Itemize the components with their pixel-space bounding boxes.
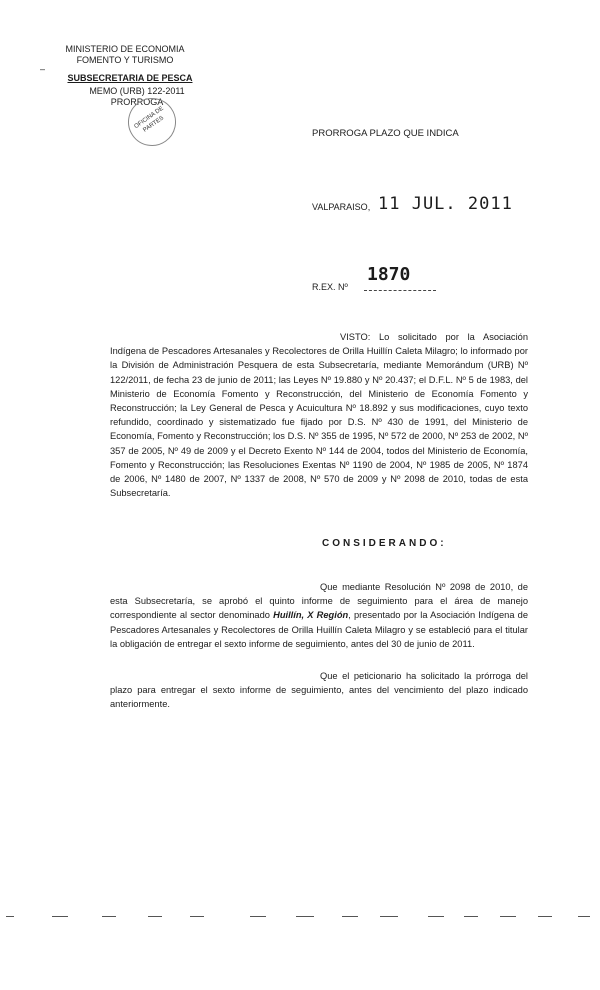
page-bottom-marks	[0, 912, 600, 922]
considerando-heading: CONSIDERANDO:	[322, 538, 447, 549]
considerando-paragraph-1	[110, 580, 528, 651]
place-label: VALPARAISO,	[312, 202, 371, 212]
considerando-paragraph-2: Que el peticionario ha solicitado la prórroga del plazo para entregar el sexto informe de seguimiento, antes del vencimiento del plazo indicado anteriormente.	[110, 671, 528, 710]
resolution-label: R.EX. Nº	[312, 282, 348, 292]
visto-paragraph: VISTO: Lo solicitado por la Asociación Indígena de Pescadores Artesanales y Recolectores de Orilla Huillín Caleta Milagro; lo informado por la División de Administración Pesquera de esta Subsecretaría, mediante Memorándum (URB) Nº 122/2011, de fecha 23 de junio de 2011; las Leyes Nº 19.880 y Nº 20.437; el D.F.L. Nº 5 de 1983, del Ministerio de Economía Fomento y Reconstrucción, del Ministerio de Economía Fomento y Reconstrucción; la Ley General de Pesca y Acuicultura Nº 18.892 y sus modificaciones, cuyo texto refundido, coordinado y sistematizado fue fijado por D.S. Nº 430 de 1991, del Ministerio de Economía, Fomento y Reconstrucción; los D.S. Nº 355 de 1995, Nº 572 de 2000, Nº 253 de 2002, Nº 357 de 2005, Nº 49 de 2009 y el Decreto Exento Nº 144 de 2004, todos del Ministerio de Economía, Fomento y Reconstrucción; las Resoluciones Exentas Nº 1190 de 2004, Nº 1985 de 2005, Nº 1874 de 2006, Nº 1480 de 2007, Nº 1337 de 2008, Nº 570 de 2009 y Nº 2098 de 2010, todas de esta Subsecretaría.	[110, 332, 528, 499]
considerando-1-text-b: , presentado por la Asociación Indígena de Pescadores Artesanales y Recolectores de Orilla Huillín Caleta Milagro y se estableció para el titular la obligación de entregar el sexto informe de seguimiento, antes del 30 de junio de 2011.	[110, 610, 529, 649]
memo-reference: MEMO (URB) 122-2011 PRORROGA	[89, 86, 185, 107]
date-stamp: 11 JUL. 2011	[378, 194, 513, 214]
ministry-name: MINISTERIO DE ECONOMIA	[65, 44, 185, 54]
considerando-1-text-a: Que mediante Resolución Nº 2098 de 2010, de esta Subsecretaría, se aprobó el quinto informe de seguimiento para el área de manejo correspondiente al sector denominado	[110, 582, 528, 621]
margin-mark: –	[40, 64, 46, 74]
resolution-underline	[364, 290, 436, 291]
subsecretaria-name: SUBSECRETARIA DE PESCA	[67, 73, 193, 83]
ministry-subtitle: FOMENTO Y TURISMO	[76, 55, 174, 65]
document-subject: PRORROGA PLAZO QUE INDICA	[312, 128, 459, 139]
sector-name: Huillín, X Región	[273, 610, 349, 621]
stamp-text: OFICINA DE PARTES	[133, 105, 166, 134]
resolution-number: 1870	[367, 264, 411, 285]
